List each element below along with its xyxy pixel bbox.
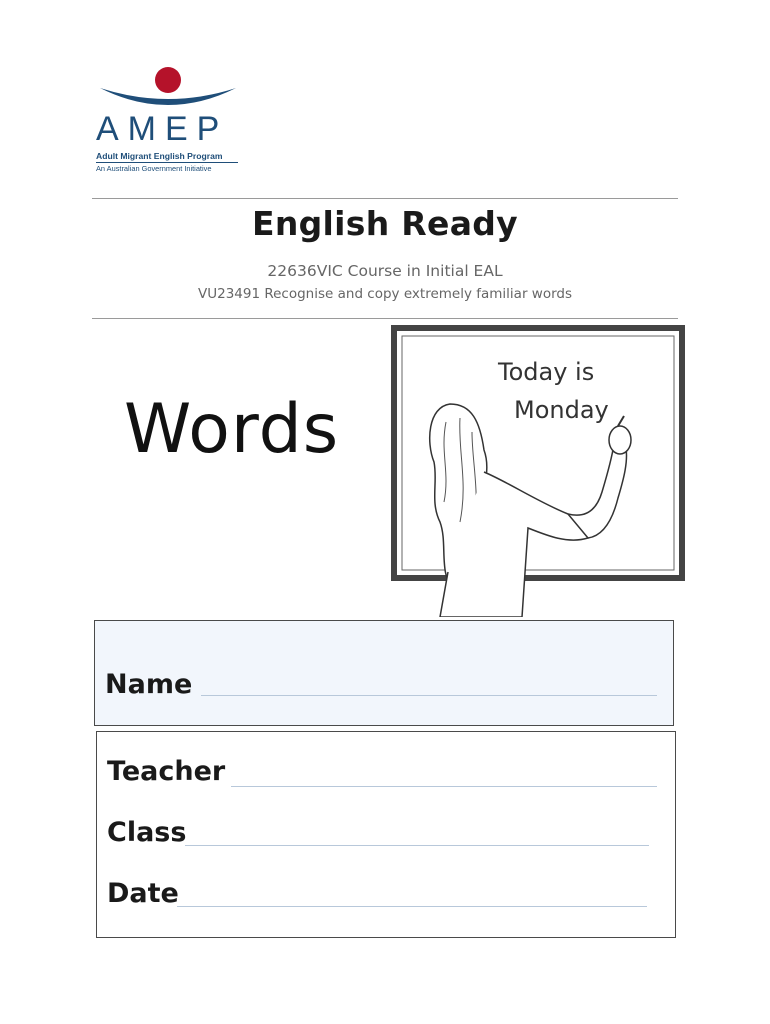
board-text-line2: Monday: [514, 396, 609, 424]
bottom-divider: [92, 318, 678, 319]
unit-name: VU23491 Recognise and copy extremely familiar words: [198, 286, 572, 302]
class-label: Class: [107, 817, 187, 848]
logo-wordmark: AMEP: [96, 110, 229, 148]
course-name: 22636VIC Course in Initial EAL: [267, 262, 503, 280]
name-label: Name: [105, 669, 193, 700]
details-box: [96, 731, 676, 938]
board-text-line1: Today is: [498, 358, 595, 386]
logo-subtitle: Adult Migrant English Program: [96, 151, 223, 161]
name-box: [94, 620, 674, 726]
illustration: [388, 322, 688, 617]
date-field[interactable]: [177, 906, 647, 907]
teacher-label: Teacher: [107, 756, 226, 787]
amep-logo: [92, 60, 252, 180]
class-field[interactable]: [185, 845, 649, 846]
topic-heading: Words: [124, 390, 340, 469]
logo-divider: [96, 162, 238, 163]
document-title: English Ready: [252, 204, 518, 243]
teacher-field[interactable]: [231, 786, 657, 787]
date-label: Date: [107, 878, 179, 909]
logo-tagline: An Australian Government Initiative: [96, 164, 212, 173]
woman-writing-on-board-icon: [388, 322, 688, 617]
top-divider: [92, 198, 678, 199]
name-field[interactable]: [201, 695, 657, 696]
